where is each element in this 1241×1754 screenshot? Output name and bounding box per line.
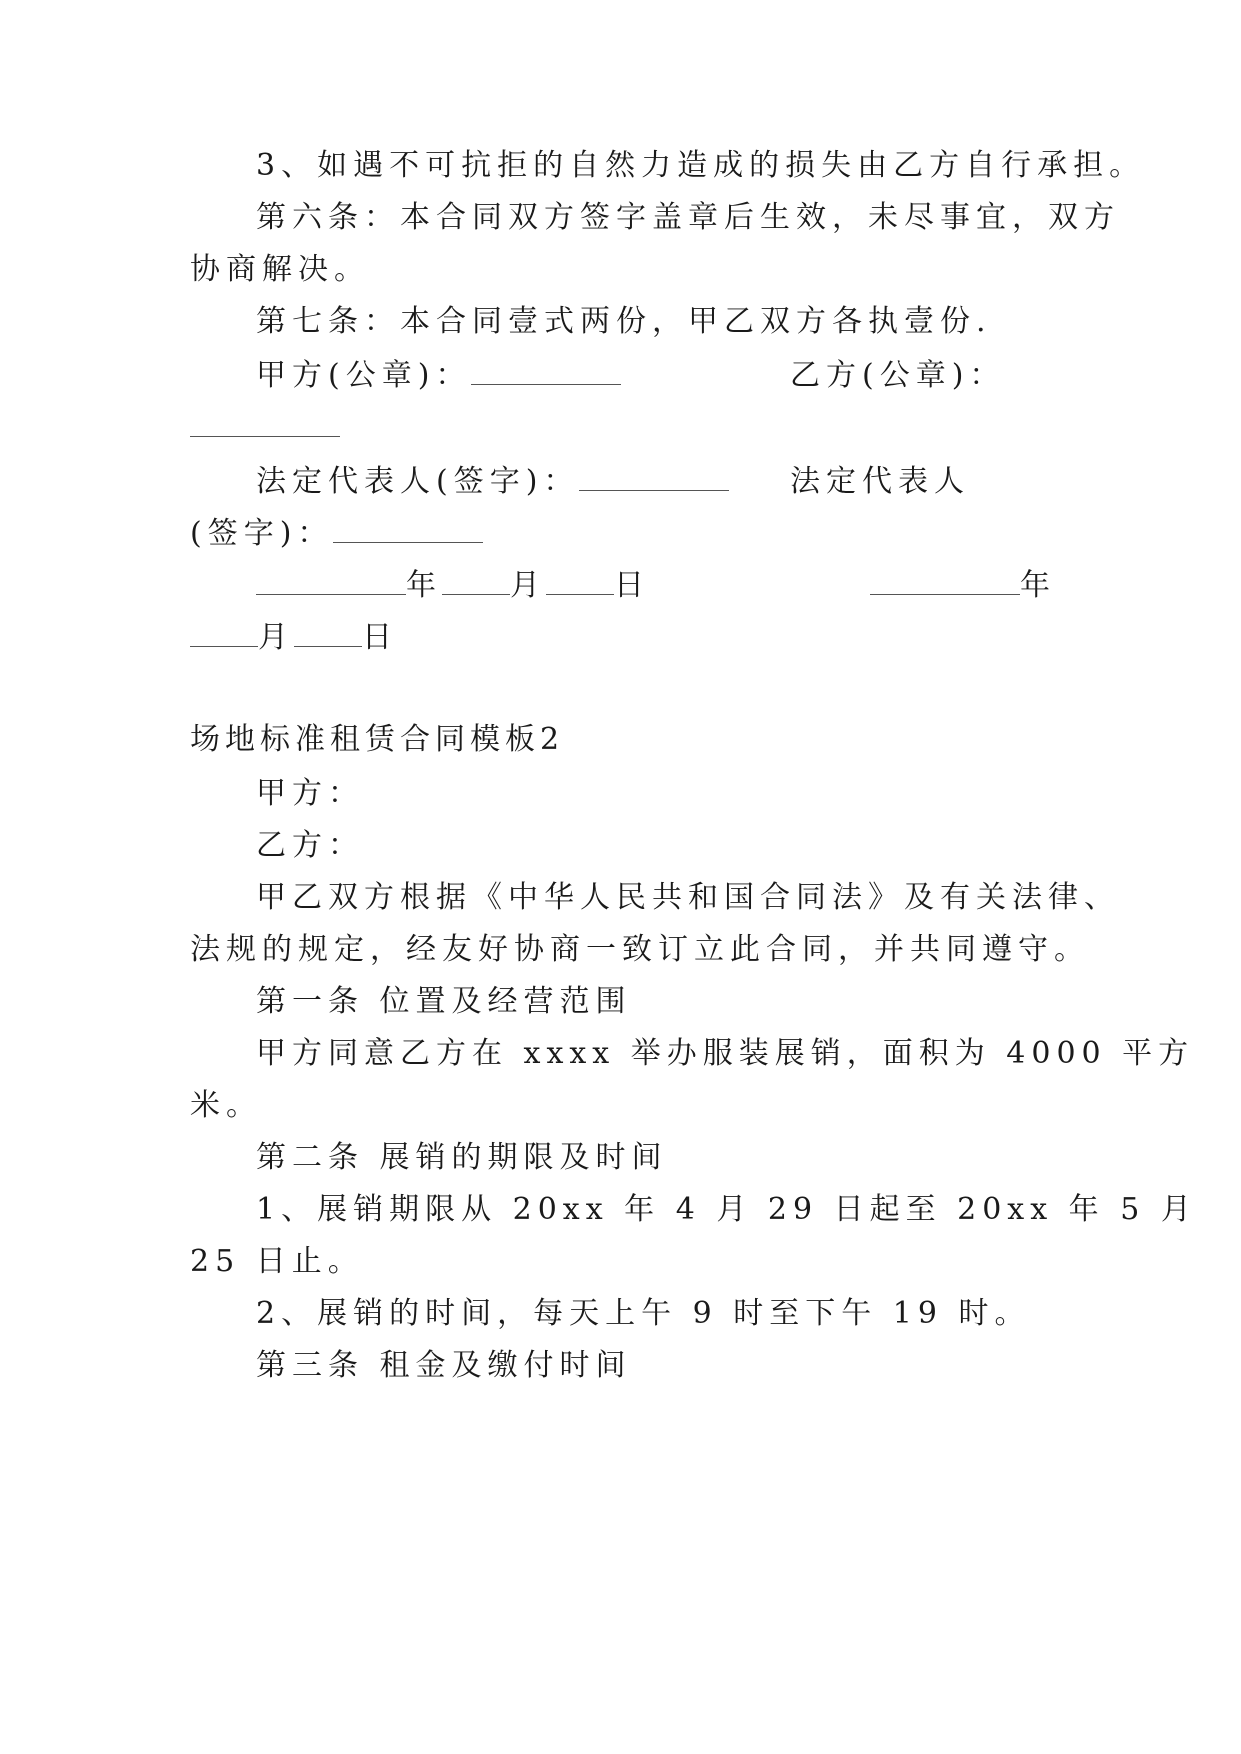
date-b-day-label: 日 (362, 620, 398, 655)
article-2-item-1-line-1: 1、展销期限从 20xx 年 4 月 29 日起至 20xx 年 5 月 (256, 1192, 1197, 1227)
article-3-title: 第三条 租金及缴付时间 (256, 1348, 632, 1383)
party-b-line: 乙方： (256, 828, 364, 863)
contract-2-title: 场地标准租赁合同模板2 (190, 722, 565, 757)
intro-line-2: 法规的规定，经友好协商一致订立此合同，并共同遵守。 (190, 932, 1090, 967)
party-a-seal-label: 甲方(公章)： (256, 358, 472, 393)
date-b-day-blank (294, 618, 362, 647)
party-b-seal-blank (190, 408, 340, 437)
date-b-line-1 (870, 566, 1070, 606)
legal-rep-a-blank (579, 462, 729, 491)
article-6-line-2: 协商解决。 (190, 252, 370, 287)
legal-rep-b-label-1: 法定代表人 (790, 464, 970, 499)
date-b-month-blank (190, 618, 258, 647)
article-2-item-1-line-2: 25 日止。 (190, 1244, 364, 1279)
date-a-month-label: 月 (510, 568, 546, 603)
article-6-line-1: 第六条：本合同双方签字盖章后生效，未尽事宜，双方 (256, 200, 1120, 235)
article-1-line-1: 甲方同意乙方在 xxxx 举办服装展销，面积为 4000 平方 (256, 1036, 1195, 1071)
article-2-item-2: 2、展销的时间，每天上午 9 时至下午 19 时。 (256, 1296, 1031, 1331)
legal-rep-a-label: 法定代表人(签字)： (256, 464, 580, 499)
article-1-line-2: 米。 (190, 1088, 262, 1123)
date-a-day-label: 日 (614, 568, 650, 603)
date-a-year-blank (256, 566, 406, 595)
legal-rep-b-label-2: (签字)： (190, 516, 334, 551)
date-b-month-label: 月 (258, 620, 294, 655)
clause-item-3: 3、如遇不可抗拒的自然力造成的损失由乙方自行承担。 (256, 148, 1146, 183)
party-b-seal-label: 乙方(公章)： (790, 358, 1006, 393)
date-b-year-blank (870, 566, 1020, 595)
intro-line-1: 甲乙双方根据《中华人民共和国合同法》及有关法律、 (256, 880, 1120, 915)
article-2-title: 第二条 展销的期限及时间 (256, 1140, 668, 1175)
legal-rep-b-line (190, 514, 1070, 554)
article-1-title: 第一条 位置及经营范围 (256, 984, 632, 1019)
legal-rep-b-blank (333, 514, 483, 543)
date-a-year-label: 年 (406, 568, 442, 603)
date-b-year-label: 年 (1020, 568, 1056, 603)
date-a-day-blank (546, 566, 614, 595)
date-b-line-2 (190, 618, 1070, 658)
party-b-seal-line (190, 408, 1070, 448)
party-a-seal-blank (471, 356, 621, 385)
date-a-month-blank (442, 566, 510, 595)
article-7: 第七条：本合同壹式两份，甲乙双方各执壹份. (256, 304, 992, 339)
party-a-line: 甲方： (256, 776, 364, 811)
